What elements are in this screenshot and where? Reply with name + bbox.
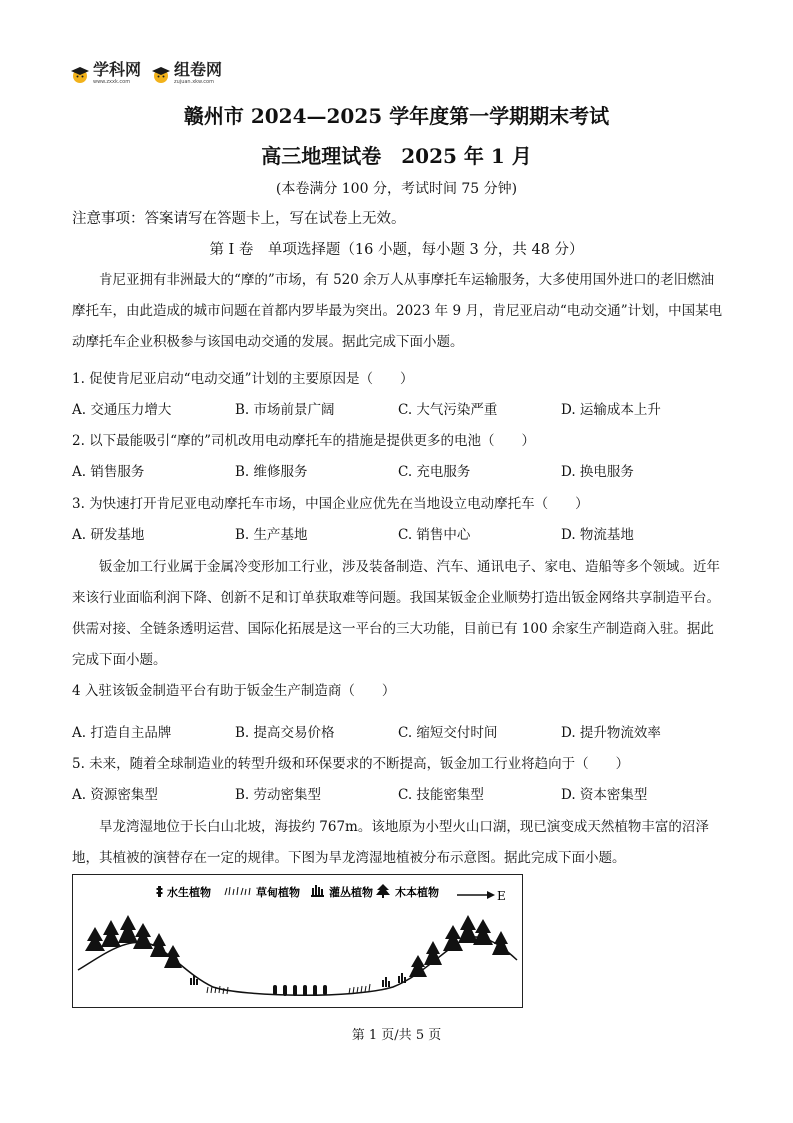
passage-text: 旱龙湾湿地位于长白山北坡，海拔约 767m。该地原为小型火山口湖，现已演变成天然植物丰富的沼泽地，其植被的演替存在一定的规律。下图为旱龙湾湿地植被分布示意图。据此完成下面小题。: [72, 819, 709, 866]
logo-zujuanwang: [151, 62, 222, 85]
tree-icon: [409, 955, 427, 977]
arrow-right-icon: [487, 891, 495, 899]
shrub-icon: [383, 977, 389, 987]
option-d[interactable]: D. 运输成本上升: [561, 402, 661, 418]
tree-icon: [473, 919, 493, 945]
aquatic-plant-icon: [303, 985, 307, 996]
question-options-2: [72, 460, 732, 480]
trees: [85, 915, 510, 977]
tree-icon: [492, 931, 510, 955]
legend-shrub-plant: [311, 885, 373, 899]
notice: 注意事项：答案请写在答题卡上，写在试卷上无效。: [72, 211, 406, 227]
header-logos: [70, 62, 222, 85]
logo-url: www.zxxk.com: [93, 79, 131, 85]
question-options-5: [72, 783, 732, 803]
aquatic-plant-icon: [283, 985, 287, 996]
tree-icon: [150, 933, 168, 957]
passage-text: 肯尼亚拥有非洲最大的“摩的”市场，有 520 余万人从事摩托车运输服务，大多使用国外进口的老旧燃油摩托车，由此造成的城市问题在首都内罗毕最为突出。2023 年 9 月，肯尼亚启动“电动交通”计划，中国某电动摩托车企业积极参与该国电动交通的发展。据此完成下面小题。: [72, 272, 723, 350]
legend-meadow-plant: [225, 885, 300, 899]
tree-icon: [458, 915, 478, 943]
option-d[interactable]: D. 物流基地: [561, 527, 634, 543]
question-stem-4: 4 入驻该钣金制造平台有助于钣金生产制造商（ ）: [72, 683, 396, 699]
exam-subject-title: 高三地理试卷 2025 年 1 月: [261, 144, 532, 168]
legend-label: 灌丛植物: [329, 886, 373, 899]
vegetation-distribution-figure: [72, 874, 523, 1008]
option-d[interactable]: D. 换电服务: [561, 464, 634, 480]
option-b[interactable]: B. 生产基地: [235, 527, 308, 543]
tree-icon: [443, 925, 463, 951]
direction-label: E: [497, 889, 506, 903]
legend: [157, 884, 506, 903]
woody-plant-symbol: [376, 884, 390, 895]
graduation-cap-icon: [151, 64, 171, 84]
option-b[interactable]: B. 市场前景广阔: [235, 402, 335, 418]
option-b[interactable]: B. 劳动密集型: [235, 787, 322, 803]
tree-icon: [118, 915, 138, 943]
tree-icon: [101, 920, 121, 947]
aquatic-plant-icon: [273, 985, 277, 995]
tree-icon: [133, 923, 153, 949]
legend-label: 水生植物: [167, 886, 211, 899]
material-passage-3: [72, 812, 724, 874]
option-a[interactable]: A. 资源密集型: [72, 787, 158, 803]
option-a[interactable]: A. 打造自主品牌: [72, 725, 172, 741]
option-c[interactable]: C. 技能密集型: [398, 787, 484, 803]
graduation-cap-icon: [70, 64, 90, 84]
aquatic-plant-icon: [313, 985, 317, 996]
question-options-3: [72, 523, 732, 543]
question-options-1: [72, 398, 732, 418]
material-passage-2: [72, 552, 724, 676]
legend-woody-plant: [376, 884, 439, 899]
shrub-plant-symbol: [311, 885, 324, 896]
logo-url: zujuan.xkw.com: [174, 79, 214, 85]
option-c[interactable]: C. 销售中心: [398, 527, 471, 543]
meadow-grass: [207, 984, 370, 994]
tree-icon: [424, 941, 442, 965]
figure-canvas: [73, 875, 521, 1006]
legend-label: 草甸植物: [256, 886, 300, 899]
logo-name: 组卷网: [174, 60, 223, 79]
shrub-icon: [399, 973, 405, 983]
question-options-4: [72, 721, 732, 741]
option-b[interactable]: B. 维修服务: [235, 464, 308, 480]
aquatic-plant-symbol: [158, 886, 161, 897]
option-c[interactable]: C. 充电服务: [398, 464, 471, 480]
page-footer: 第 1 页/共 5 页: [351, 1028, 442, 1043]
exam-meta: (本卷满分 100 分，考试时间 75 分钟): [275, 181, 518, 197]
option-b[interactable]: B. 提高交易价格: [235, 725, 335, 741]
option-c[interactable]: C. 大气污染严重: [398, 402, 498, 418]
section-title: 第 I 卷 单项选择题（16 小题，每小题 3 分，共 48 分）: [209, 242, 584, 258]
east-direction-arrow: [457, 889, 506, 903]
aquatic-plant-icon: [293, 985, 297, 996]
material-passage-1: [72, 265, 724, 358]
passage-text: 钣金加工行业属于金属冷变形加工行业，涉及装备制造、汽车、通讯电子、家电、造船等多个领域。近年来该行业面临利润下降、创新不足和订单获取难等问题。我国某钣金企业顺势打造出钣金网络共享制造平台。供需对接、全链条透明运营、国际化拓展是这一平台的三大功能，目前已有 100 余家生产制造商入驻。据此完成下面小题。: [72, 559, 720, 668]
logo-name: 学科网: [93, 60, 142, 79]
tree-icon: [85, 927, 105, 951]
exam-title: 赣州市 2024—2025 学年度第一学期期末考试: [183, 104, 610, 128]
tree-icon: [164, 945, 182, 968]
option-a[interactable]: A. 研发基地: [72, 527, 145, 543]
legend-label: 木本植物: [395, 886, 439, 899]
shrubs: [191, 973, 405, 987]
question-stem-2: 2. 以下最能吸引“摩的”司机改用电动摩托车的措施是提供更多的电池（ ）: [72, 433, 535, 449]
option-a[interactable]: A. 交通压力增大: [72, 402, 172, 418]
aquatic-plant-icon: [323, 985, 327, 995]
meadow-plant-symbol: [225, 887, 250, 895]
option-d[interactable]: D. 资本密集型: [561, 787, 648, 803]
question-stem-5: 5. 未来，随着全球制造业的转型升级和环保要求的不断提高，钣金加工行业将趋向于（ ）: [72, 756, 630, 772]
option-a[interactable]: A. 销售服务: [72, 464, 145, 480]
question-stem-3: 3. 为快速打开肯尼亚电动摩托车市场，中国企业应优先在当地设立电动摩托车（ ）: [72, 496, 589, 512]
option-d[interactable]: D. 提升物流效率: [561, 725, 661, 741]
question-stem-1: 1. 促使肯尼亚启动“电动交通”计划的主要原因是（ ）: [72, 371, 414, 387]
legend-aquatic-plant: [157, 885, 212, 899]
logo-xuekewang: [70, 62, 141, 85]
option-c[interactable]: C. 缩短交付时间: [398, 725, 498, 741]
